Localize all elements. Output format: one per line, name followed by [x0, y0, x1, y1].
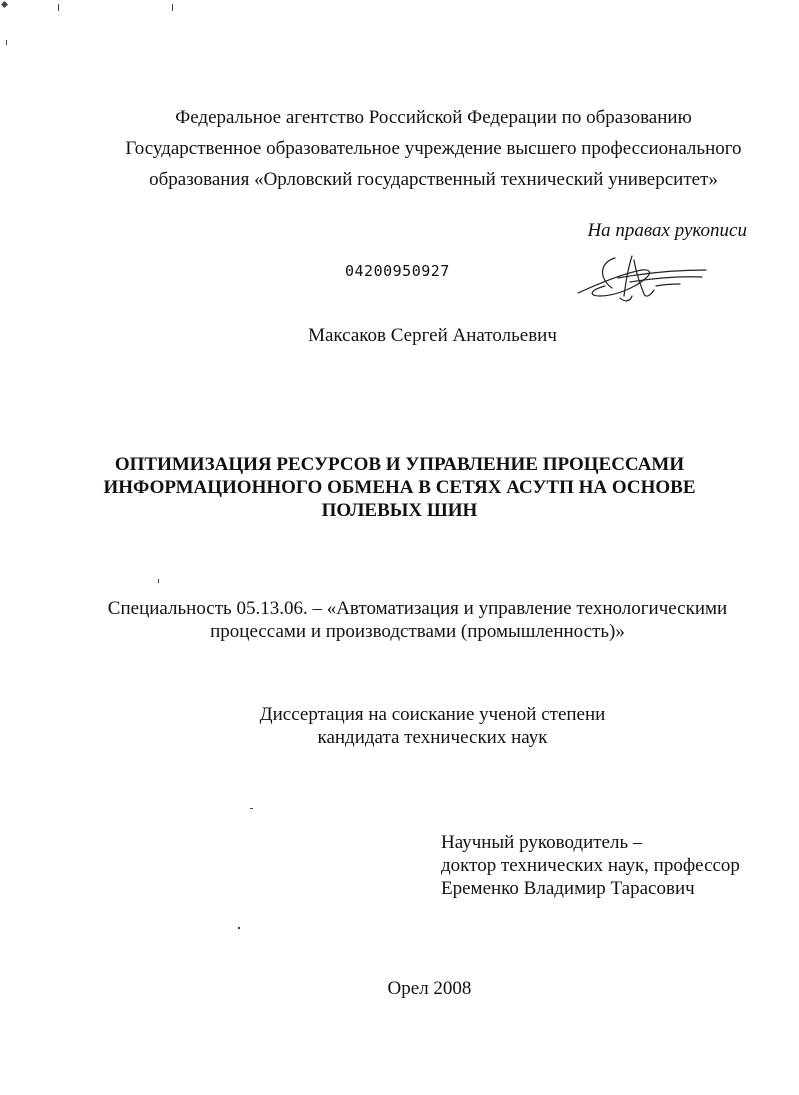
scan-mark [1, 1, 8, 8]
degree-line: кандидата технических наук [317, 727, 548, 748]
specialty [40, 597, 795, 643]
scan-mark [172, 4, 173, 11]
title-line: ОПТИМИЗАЦИЯ РЕСУРСОВ И УПРАВЛЕНИЕ ПРОЦЕССАМИ [114, 454, 685, 475]
author-name: Максаков Сергей Анатольевич [308, 325, 557, 346]
scan-mark [250, 808, 253, 809]
advisor-line: Еременко Владимир Тарасович [441, 878, 695, 899]
advisor-line: Научный руководитель – [441, 832, 643, 853]
degree-statement [40, 703, 799, 749]
title-line: ИНФОРМАЦИОННОГО ОБМЕНА В СЕТЯХ АСУТП НА ОСНОВЕ [103, 477, 696, 498]
specialty-line: процессами и производствами (промышленность)» [210, 621, 625, 642]
title-line: ПОЛЕВЫХ ШИН [321, 500, 478, 521]
scan-mark [158, 579, 159, 583]
header-institution: Государственное образовательное учреждение высшего профессионального [125, 138, 742, 159]
header-university: образования «Орловский государственный технический университет» [149, 169, 718, 190]
signature-image [570, 248, 710, 308]
scientific-advisor [441, 831, 740, 900]
scan-mark [58, 4, 59, 11]
registration-number: 04200950927 [345, 262, 450, 280]
header-agency: Федеральное агентство Российской Федерации по образованию [175, 107, 692, 128]
city-year: Орел 2008 [387, 978, 472, 999]
scan-mark [6, 40, 7, 45]
degree-line: Диссертация на соискание ученой степени [259, 704, 606, 725]
scan-mark [238, 927, 240, 929]
dissertation-title [40, 453, 759, 522]
advisor-line: доктор технических наук, профессор [441, 855, 740, 876]
specialty-line: Специальность 05.13.06. – «Автоматизация и управление технологическими [107, 598, 728, 619]
manuscript-note: На правах рукописи [587, 220, 747, 241]
